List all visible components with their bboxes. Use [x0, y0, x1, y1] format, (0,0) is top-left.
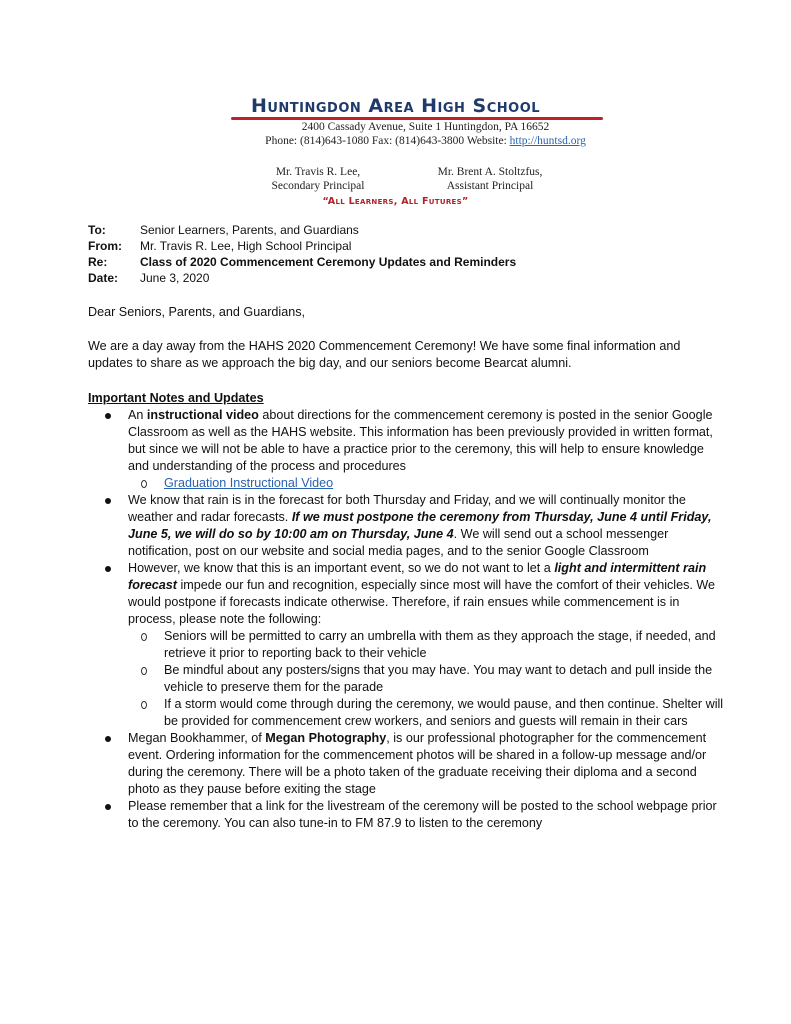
sub-list: [128, 475, 728, 492]
text: However, we know that this is an important event, so we do not want to let a: [128, 561, 555, 575]
bold-text: instructional video: [146, 408, 259, 422]
memo-re-label: Re:: [88, 255, 108, 269]
memo-from-value: Mr. Travis R. Lee, High School Principal: [140, 239, 352, 253]
text: If a storm would come through during the ceremony, we would pause, and then continue. Shelter will be provided for commencement crew workers, and seniors and guests will remain in their cars: [164, 697, 724, 728]
circle-bullet-icon: [141, 480, 147, 488]
text: about directions for the commencement ceremony is posted in the senior Google Classroom as well as the HAHS website. This information has been previously provided in written format, but since we will not be able to have a practice prior to the ceremony, this will help to ensure knowledge and understanding of the process and procedures: [128, 408, 713, 473]
principal-title: Secondary Principal: [271, 180, 365, 192]
memo-from: [88, 238, 728, 254]
bullet-icon: [105, 804, 111, 810]
section-title: Important Notes and Updates: [88, 391, 264, 405]
list-item: [88, 798, 728, 832]
circle-bullet-icon: [141, 667, 147, 675]
list-item: [88, 560, 728, 730]
memo-to-label: To:: [88, 223, 106, 237]
assistant-principal-name: Mr. Brent A. Stoltzfus,: [437, 166, 543, 178]
sub-list-item: [128, 662, 728, 696]
principal-block: [218, 165, 418, 193]
website-link[interactable]: http://huntsd.org: [509, 135, 586, 147]
memo-header: [88, 222, 728, 286]
contact-phone-fax: Phone: (814)643-1080 Fax: (814)643-3800 Website:: [265, 135, 510, 147]
text: Be mindful about any posters/signs that you may have. You may want to detach and pull inside the vehicle to preserve them for the parade: [164, 663, 713, 694]
school-name: Huntingdon Area High School: [250, 95, 541, 117]
school-name-underline: [231, 117, 603, 120]
letter-body: [88, 222, 728, 832]
text: impede our fun and recognition, especially since most will have the comfort of their vehicles. We would postpone if forecasts indicate otherwise. Therefore, if rain ensues while commencement is in process, please note the following:: [128, 578, 716, 626]
memo-date-label: Date:: [88, 271, 119, 285]
school-motto: “All Learners, All Futures”: [322, 196, 469, 207]
memo-to-value: Senior Learners, Parents, and Guardians: [140, 223, 359, 237]
list-item: [88, 407, 728, 492]
memo-date-value: June 3, 2020: [140, 271, 210, 285]
sub-list: [128, 628, 728, 730]
text: An: [128, 408, 147, 422]
bullet-icon: [105, 736, 111, 742]
text: Seniors will be permitted to carry an umbrella with them as they approach the stage, if needed, and retrieve it prior to reporting back to their vehicle: [164, 629, 716, 660]
intro-paragraph: We are a day away from the HAHS 2020 Commencement Ceremony! We have some final information and updates to share as we approach the big day, and our seniors become Bearcat alumni.: [88, 339, 681, 370]
bullet-icon: [105, 498, 111, 504]
school-address: 2400 Cassady Avenue, Suite 1 Huntingdon, PA 16652: [301, 121, 550, 133]
memo-re-value: Class of 2020 Commencement Ceremony Updates and Reminders: [140, 255, 517, 269]
text: Please remember that a link for the livestream of the ceremony will be posted to the school webpage prior to the ceremony. You can also tune-in to FM 87.9 to listen to the ceremony: [128, 799, 717, 830]
sub-list-item: [128, 696, 728, 730]
memo-from-label: From:: [88, 239, 122, 253]
greeting: Dear Seniors, Parents, and Guardians,: [88, 305, 306, 319]
text: We know that rain is in the forecast for both Thursday and Friday, and we will continually monitor the weather and radar forecasts.: [128, 493, 686, 524]
bold-italic-text: light and intermittent rain forecast: [128, 561, 707, 592]
list-item: [88, 492, 728, 560]
bullet-icon: [105, 566, 111, 572]
circle-bullet-icon: [141, 633, 147, 641]
circle-bullet-icon: [141, 701, 147, 709]
memo-re: [88, 254, 728, 270]
principal-name: Mr. Travis R. Lee,: [275, 166, 361, 178]
school-contact: [30, 135, 791, 147]
text: , is our professional photographer for the commencement event. Ordering information for the commencement photos will be shared in a follow-up message and/or during the ceremony. There will be a photo taken of the graduate receiving their diploma and a second photo as they pause before exiting the stage: [128, 731, 707, 796]
sub-list-item: [128, 628, 728, 662]
text: Megan Bookhammer, of: [128, 731, 266, 745]
list-item: [88, 730, 728, 798]
notes-list: [88, 407, 728, 832]
bullet-icon: [105, 413, 111, 419]
memo-date: [88, 270, 728, 286]
sub-list-item: [128, 475, 728, 492]
assistant-principal-block: [390, 165, 590, 193]
graduation-video-link[interactable]: Graduation Instructional Video: [164, 476, 334, 490]
memo-to: [88, 222, 728, 238]
assistant-principal-title: Assistant Principal: [446, 180, 534, 192]
text: . We will send out a school messenger notification, post on our website and social media pages, and to the senior Google Classroom: [128, 527, 669, 558]
bold-italic-text: If we must postpone the ceremony from Thursday, June 4 until Friday, June 5, we will do so by 10:00 am on Thursday, June 4: [128, 510, 712, 541]
bold-text: Megan Photography: [265, 731, 387, 745]
